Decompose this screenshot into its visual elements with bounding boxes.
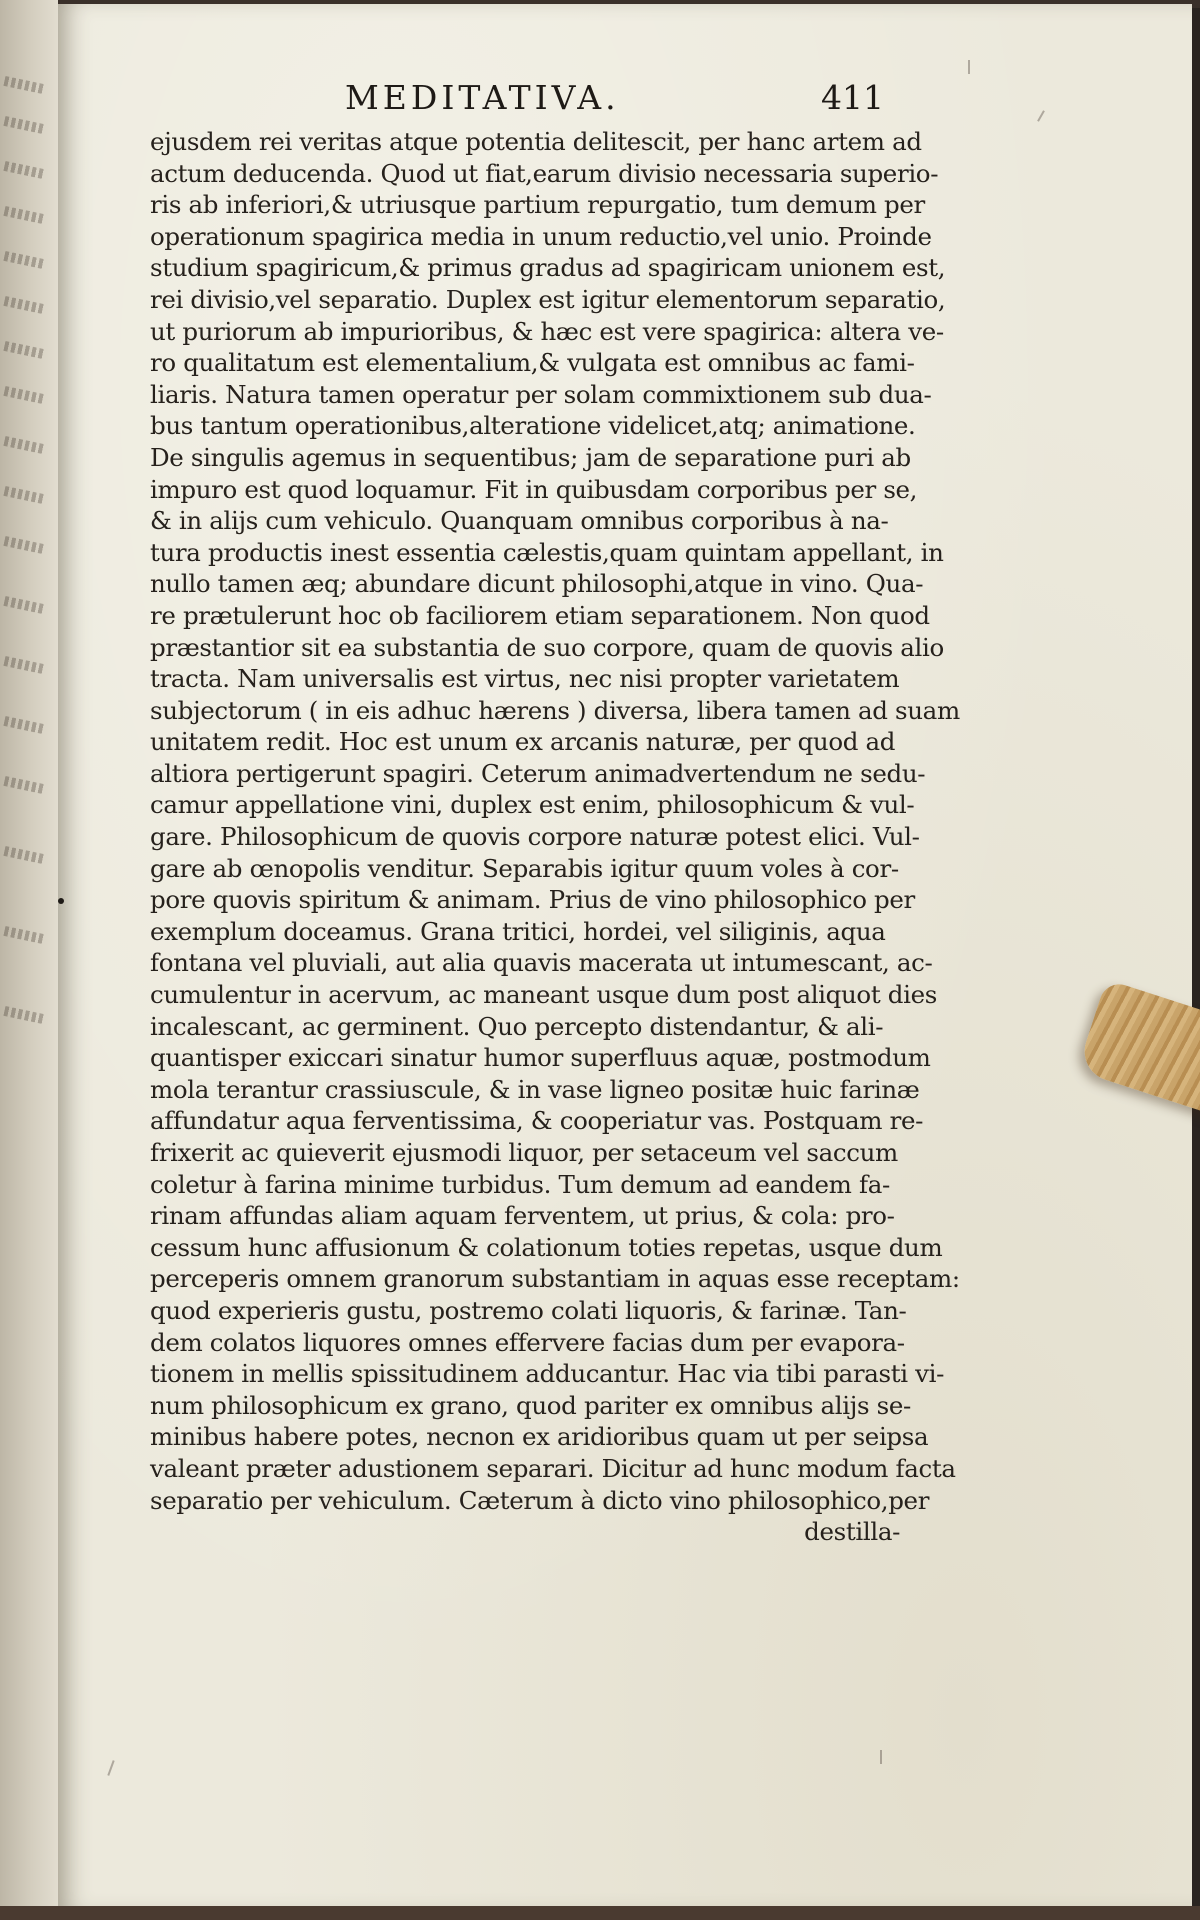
text-line: ut puriorum ab impurioribus, & hæc est vere spagirica: altera ve- — [150, 316, 944, 346]
text-line: perceperis omnem granorum substantiam in aquas esse receptam: — [150, 1264, 960, 1294]
text-line: ris ab inferiori,& utriusque partium repurgatio, tum demum per — [150, 190, 925, 220]
text-line: gare. Philosophicum de quovis corpore naturæ potest elici. Vul- — [150, 822, 920, 852]
running-head: MEDITATIVA. — [345, 78, 620, 117]
text-line: incalescant, ac germinent. Quo percepto distendantur, & ali- — [150, 1011, 884, 1041]
text-line: studium spagiricum,& primus gradus ad spagiricam unionem est, — [150, 253, 946, 283]
text-line: affundatur aqua ferventissima, & cooperiatur vas. Postquam re- — [150, 1106, 924, 1136]
text-line: operationum spagirica media in unum reductio,vel unio. Proinde — [150, 221, 932, 251]
text-line: tracta. Nam universalis est virtus, nec nisi propter varietatem — [150, 664, 900, 694]
text-line: quod experieris gustu, postremo colati liquoris, & farinæ. Tan- — [150, 1295, 907, 1325]
text-line: minibus habere potes, necnon ex aridioribus quam ut per seipsa — [150, 1422, 929, 1452]
text-line: camur appellatione vini, duplex est enim, philosophicum & vul- — [150, 790, 915, 820]
body-text — [150, 126, 960, 1548]
text-line: cumulentur in acervum, ac maneant usque dum post aliquot dies — [150, 980, 937, 1010]
text-line: tura productis inest essentia cælestis,quam quintam appellant, in — [150, 537, 944, 567]
text-line: fontana vel pluviali, aut alia quavis macerata ut intumescant, ac- — [150, 948, 933, 978]
text-line: De singulis agemus in sequentibus; jam de separatione puri ab — [150, 442, 911, 472]
previous-page-edge — [0, 0, 58, 1920]
page-number: 411 — [821, 78, 884, 117]
text-line: bus tantum operationibus,alteratione videlicet,atq; animatione. — [150, 411, 916, 441]
page-bottom-edge — [0, 1906, 1200, 1920]
text-line: exemplum doceamus. Grana tritici, hordei, vel siliginis, aqua — [150, 916, 886, 946]
text-line: tionem in mellis spissitudinem adducantur. Hac via tibi parasti vi- — [150, 1359, 945, 1389]
text-line: num philosophicum ex grano, quod pariter ex omnibus alijs se- — [150, 1390, 911, 1420]
page-blemish — [880, 1750, 882, 1764]
text-line: unitatem redit. Hoc est unum ex arcanis naturæ, per quod ad — [150, 727, 896, 757]
text-line: ro qualitatum est elementalium,& vulgata est omnibus ac fami- — [150, 348, 915, 378]
text-line: dem colatos liquores omnes effervere facias dum per evapora- — [150, 1327, 905, 1357]
text-line: ejusdem rei veritas atque potentia delitescit, per hanc artem ad — [150, 127, 922, 156]
text-line: frixerit ac quieverit ejusmodi liquor, per setaceum vel saccum — [150, 1138, 898, 1167]
page-header — [58, 78, 1192, 118]
text-line: & in alijs cum vehiculo. Quanquam omnibus corporibus à na- — [150, 506, 889, 536]
text-line: quantisper exiccari sinatur humor superfluus aquæ, postmodum — [150, 1043, 931, 1073]
text-line: gare ab œnopolis venditur. Separabis igitur quum voles à cor- — [150, 853, 899, 883]
page-blemish — [968, 60, 970, 74]
text-line: valeant præter adustionem separari. Dicitur ad hunc modum facta — [150, 1453, 956, 1483]
text-line: separatio per vehiculum. Cæterum à dicto vino philosophico,per — [150, 1485, 930, 1515]
text-line: liaris. Natura tamen operatur per solam commixtionem sub dua- — [150, 379, 932, 409]
text-line: rei divisio,vel separatio. Duplex est igitur elementorum separatio, — [150, 284, 946, 314]
text-line: cessum hunc affusionum & colationum toties repetas, usque dum — [150, 1232, 943, 1262]
text-line: nullo tamen æq; abundare dicunt philosophi,atque in vino. Qua- — [150, 569, 924, 599]
text-line: præstantior sit ea substantia de suo corpore, quam de quovis alio — [150, 632, 944, 662]
catchword: destilla- — [804, 1517, 900, 1547]
text-line: subjectorum ( in eis adhuc hærens ) diversa, libera tamen ad suam — [150, 695, 960, 725]
text-line: actum deducenda. Quod ut fiat,earum divisio necessaria superio- — [150, 158, 939, 188]
text-line: impuro est quod loquamur. Fit in quibusdam corporibus per se, — [150, 474, 918, 504]
text-line: coletur à farina minime turbidus. Tum demum ad eandem fa- — [150, 1169, 890, 1199]
text-line: altiora pertigerunt spagiri. Ceterum animadvertendum ne sedu- — [150, 758, 926, 788]
text-line: pore quovis spiritum & animam. Prius de vino philosophico per — [150, 885, 915, 915]
text-line: mola terantur crassiuscule, & in vase ligneo positæ huic farinæ — [150, 1074, 920, 1104]
margin-dot — [58, 898, 64, 904]
text-line: rinam affundas aliam aquam ferventem, ut prius, & cola: pro- — [150, 1201, 895, 1231]
text-line: re prætulerunt hoc ob faciliorem etiam separationem. Non quod — [150, 600, 930, 630]
